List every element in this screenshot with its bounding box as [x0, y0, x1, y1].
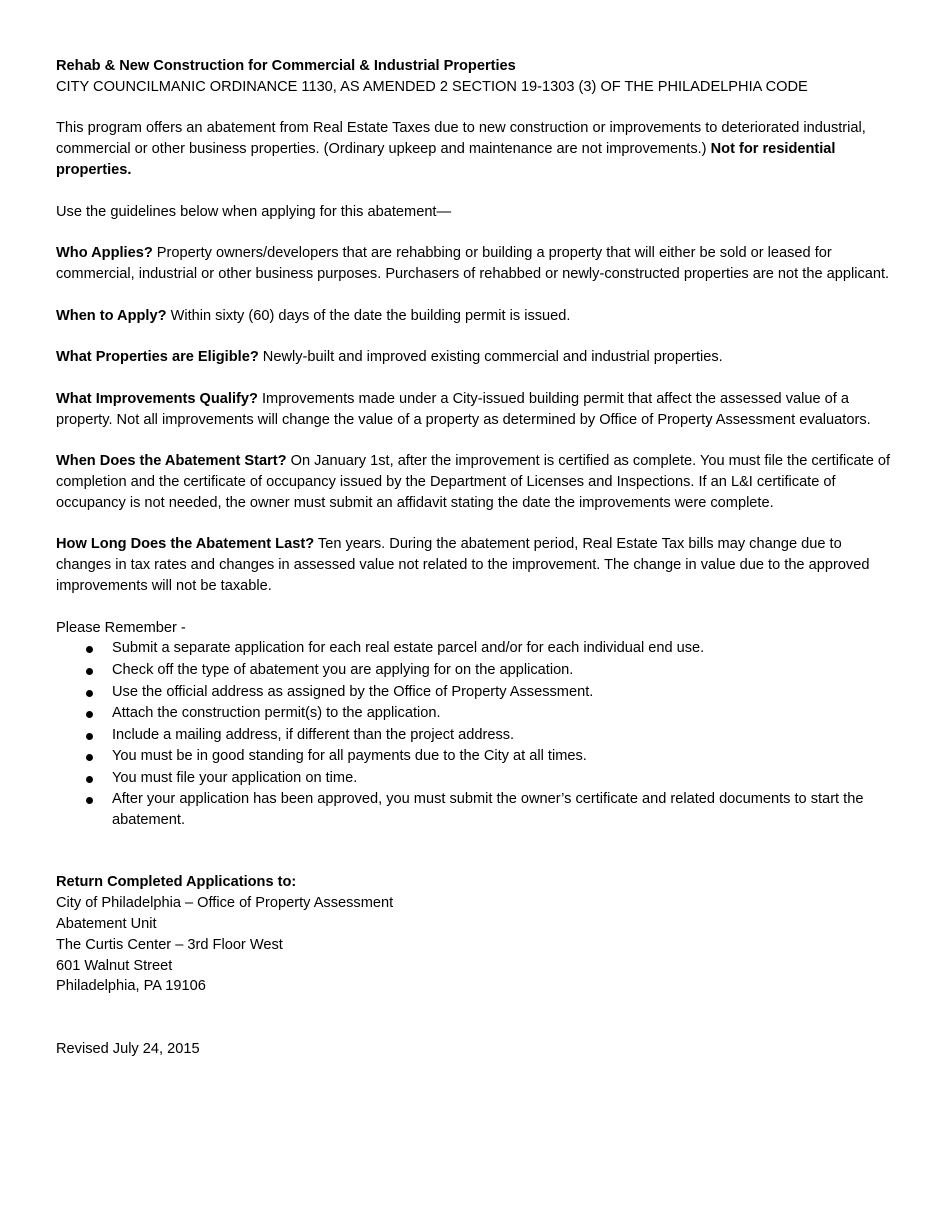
reminder-list: [56, 638, 896, 831]
section-heading: When to Apply?: [56, 307, 167, 324]
spacer: [56, 597, 896, 618]
bullet-icon: [86, 733, 93, 740]
spacer: [56, 181, 896, 202]
list-item-text: You must file your application on time.: [112, 769, 358, 786]
address-line: Abatement Unit: [56, 916, 157, 933]
address-line: City of Philadelphia – Office of Property Assessment: [56, 895, 394, 912]
section-heading: How Long Does the Abatement Last?: [56, 536, 315, 553]
guidelines-lead: Use the guidelines below when applying for this abatement—: [56, 203, 452, 220]
spacer: [56, 514, 896, 535]
list-item: [56, 768, 896, 790]
section-heading: When Does the Abatement Start?: [56, 453, 287, 470]
return-heading: Return Completed Applications to:: [56, 874, 297, 891]
spacer: [56, 430, 896, 451]
bullet-icon: [86, 754, 93, 761]
list-item: [56, 725, 896, 747]
section-when-to-apply: [56, 306, 896, 327]
section-text: On January 1st, after the improvement is certified as complete. You must file the certificate of completion and the certificate of occupancy issued by the Department of Licenses and Inspections. If an L&I certificate of occupancy is not needed, the owner must submit an affidavit stating the date the improvements were complete.: [56, 453, 891, 511]
bullet-icon: [86, 711, 93, 718]
address-line: The Curtis Center – 3rd Floor West: [56, 936, 283, 953]
return-address: [56, 893, 896, 997]
spacer: [56, 98, 896, 119]
bullet-icon: [86, 776, 93, 783]
section-text: Improvements made under a City-issued building permit that affect the assessed value of a property. Not all improvements will change the value of a property as determined by Office of Property Assessment evaluators.: [56, 390, 871, 428]
list-item: [56, 682, 896, 704]
section-text: Ten years. During the abatement period, Real Estate Tax bills may change due to changes in tax rates and changes in assessed value not related to the improvement. The change in value due to the approved improvements will not be taxable.: [56, 536, 870, 594]
list-item: [56, 703, 896, 725]
list-item-text: Include a mailing address, if different than the project address.: [112, 726, 515, 743]
list-item: [56, 746, 896, 768]
section-heading: What Properties are Eligible?: [56, 349, 259, 366]
list-item: [56, 660, 896, 682]
document-title: Rehab & New Construction for Commercial & Industrial Properties: [56, 58, 516, 74]
list-item: [56, 789, 896, 831]
section-heading: What Improvements Qualify?: [56, 390, 258, 407]
spacer: [56, 831, 896, 872]
revision-date: Revised July 24, 2015: [56, 1041, 200, 1058]
section-text: Property owners/developers that are rehabbing or building a property that will either be sold or leased for commercial, industrial or other business purposes. Purchasers of rehabbed or newly-constructed properties are not the applicant.: [56, 245, 890, 282]
spacer: [56, 368, 896, 389]
section-abatement-duration: [56, 534, 896, 596]
spacer: [56, 997, 896, 1039]
bullet-icon: [86, 668, 93, 675]
section-heading: Who Applies?: [56, 245, 153, 262]
spacer: [56, 326, 896, 347]
list-item-text: After your application has been approved, you must submit the owner’s certificate and related documents to start the abatement.: [112, 791, 864, 829]
section-text: Within sixty (60) days of the date the building permit is issued.: [166, 307, 571, 324]
intro-paragraph: [56, 118, 896, 180]
section-who-applies: [56, 243, 896, 285]
list-item-text: Submit a separate application for each real estate parcel and/or for each individual end use.: [112, 640, 705, 657]
address-line: 601 Walnut Street: [56, 957, 173, 974]
list-item-text: Use the official address as assigned by the Office of Property Assessment.: [112, 683, 594, 700]
list-item-text: Attach the construction permit(s) to the application.: [112, 705, 441, 722]
section-abatement-start: [56, 451, 896, 513]
intro-bold-note: Not for residential properties.: [56, 141, 836, 178]
ordinance-reference: CITY COUNCILMANIC ORDINANCE 1130, AS AMENDED 2 SECTION 19-1303 (3) OF THE PHILADELPHIA CODE: [56, 78, 808, 95]
bullet-icon: [86, 646, 93, 653]
section-text: Newly-built and improved existing commercial and industrial properties.: [258, 349, 723, 366]
spacer: [56, 285, 896, 306]
intro-text: This program offers an abatement from Real Estate Taxes due to new construction or improvements to deteriorated industrial, commercial or other business properties. (Ordinary upkeep and maintenance are not improvements.): [56, 120, 866, 158]
list-item: [56, 638, 896, 660]
reminder-lead: Please Remember -: [56, 619, 186, 636]
section-eligible-properties: [56, 347, 896, 368]
bullet-icon: [86, 797, 93, 804]
document-page: [56, 56, 896, 1060]
section-improvements-qualify: [56, 389, 896, 431]
list-item-text: Check off the type of abatement you are applying for on the application.: [112, 661, 574, 678]
bullet-icon: [86, 690, 93, 697]
list-item-text: You must be in good standing for all payments due to the City at all times.: [112, 748, 587, 765]
address-line: Philadelphia, PA 19106: [56, 978, 206, 995]
spacer: [56, 222, 896, 243]
